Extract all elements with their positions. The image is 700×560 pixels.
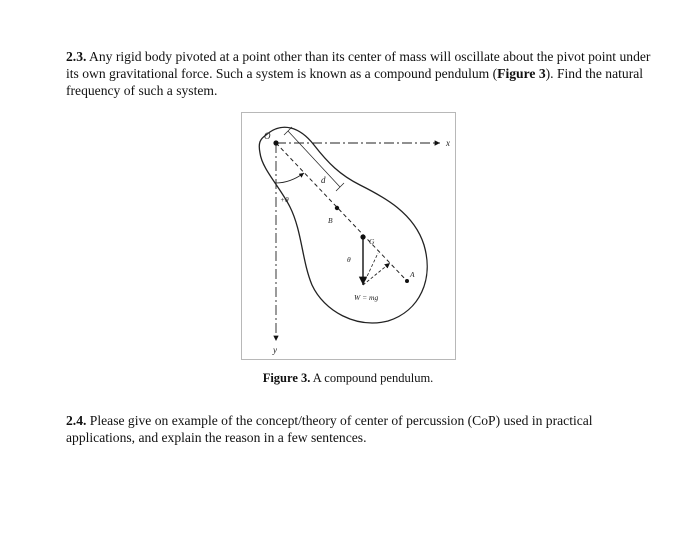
label-a: A bbox=[410, 270, 415, 279]
pivot-to-a-line bbox=[276, 143, 407, 281]
pendulum-body-outline bbox=[259, 127, 427, 323]
question-2-3-figure-ref: Figure 3 bbox=[497, 66, 546, 81]
label-g: G bbox=[369, 237, 375, 246]
label-x: x bbox=[446, 138, 450, 148]
label-y: y bbox=[273, 345, 277, 355]
point-a bbox=[405, 279, 409, 283]
d-dimension-line bbox=[288, 131, 340, 187]
figure-caption-text: A compound pendulum. bbox=[310, 371, 434, 385]
label-b: B bbox=[328, 216, 333, 225]
compound-pendulum-figure bbox=[241, 112, 456, 360]
question-2-4-number: 2.4. bbox=[66, 413, 87, 428]
pivot-point-o bbox=[273, 140, 278, 145]
label-theta: θ bbox=[347, 255, 351, 264]
question-2-3-number: 2.3. bbox=[66, 49, 87, 64]
question-2-4 bbox=[66, 412, 656, 446]
question-2-3 bbox=[66, 48, 656, 99]
point-b bbox=[335, 206, 339, 210]
label-o: O bbox=[264, 131, 271, 141]
question-2-3-text-b: ). Find the natural frequency of such a system. bbox=[66, 66, 644, 98]
theta-angle-arc bbox=[276, 173, 304, 183]
label-d: d bbox=[321, 175, 326, 185]
weight-component-parallel bbox=[363, 263, 390, 285]
question-2-3-text-a: Any rigid body pivoted at a point other than its center of mass will oscillate about the pivot point under its own gravitational force. Such a system is known as a compound pendulum ( bbox=[66, 49, 651, 81]
figure-caption-label: Figure 3. bbox=[262, 371, 311, 385]
figure-caption bbox=[0, 371, 698, 386]
label-weight: W = mg bbox=[354, 293, 379, 302]
label-plus-theta: +θ bbox=[280, 195, 289, 204]
weight-component-perpendicular bbox=[363, 253, 378, 285]
question-2-4-text: Please give on example of the concept/theory of center of percussion (CoP) used in practical applications, and explain the reason in a few sentences. bbox=[66, 413, 593, 445]
compound-pendulum-diagram bbox=[242, 113, 457, 361]
